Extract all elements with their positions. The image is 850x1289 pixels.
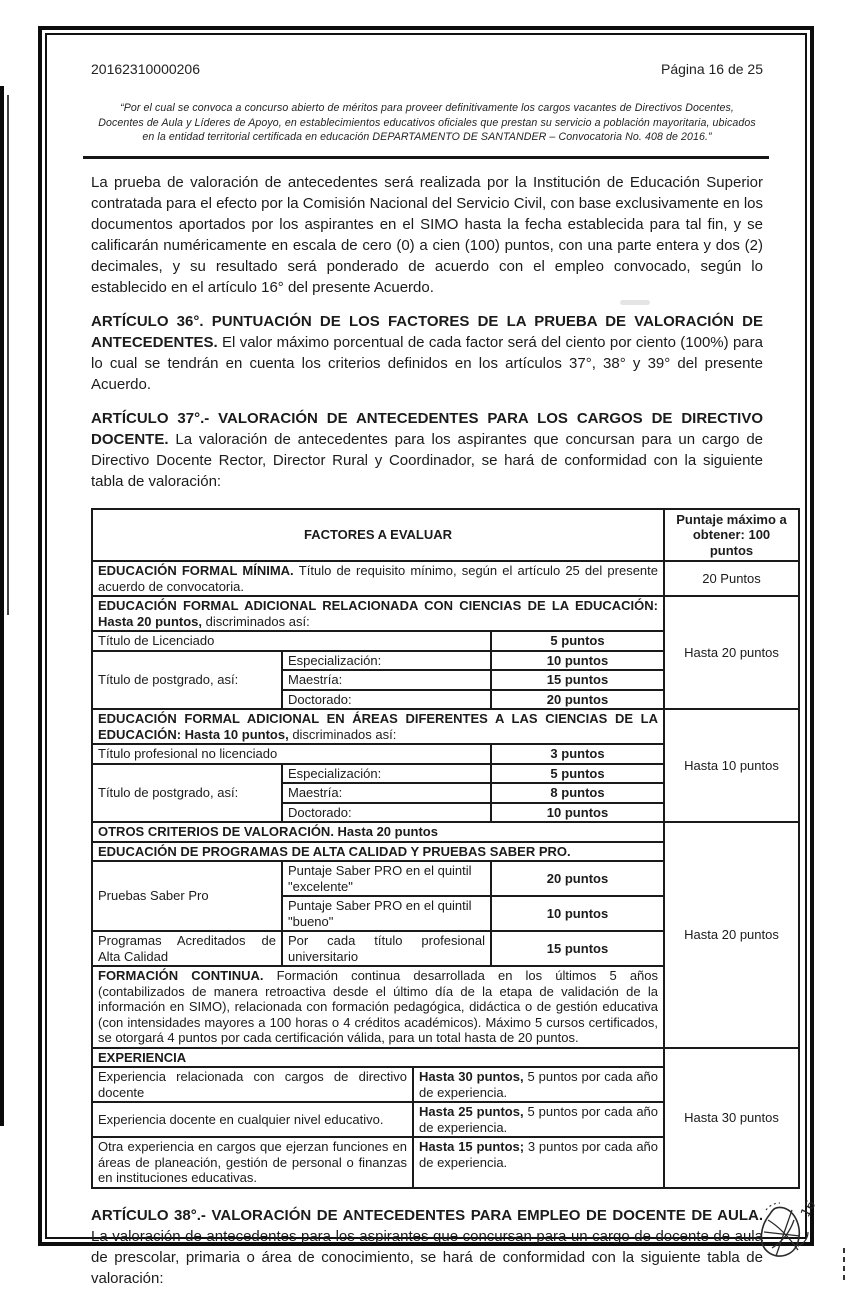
cell-saber-excelente: Puntaje Saber PRO en el quintil "excelente" — [282, 861, 491, 896]
cell-hasta-30-puntos: Hasta 30 puntos — [664, 1048, 799, 1188]
cell-pruebas-saber-pro: Pruebas Saber Pro — [92, 861, 282, 931]
cell-hasta-20-puntos-otros: Hasta 20 puntos — [664, 822, 799, 1048]
cell-experiencia-header: EXPERIENCIA — [92, 1048, 664, 1068]
articulo-36-title: ARTÍCULO 36°. PUNTUACIÓN DE LOS FACTORES DE LA PRUEBA DE VALORACIÓN DE ANTECEDENTES. — [91, 312, 763, 351]
cell-maestria-1-puntos: 15 puntos — [491, 670, 664, 690]
table-row — [92, 509, 799, 562]
document-header — [91, 61, 763, 77]
signature-scribble-icon — [742, 1176, 834, 1276]
cell-especializacion-2: Especialización: — [282, 764, 491, 784]
convocatoria-quote: “Por el cual se convoca a concurso abierto de méritos para proveer definitivamente los cargos vacantes de Directivos Docentes, Docentes de Aula y Líderes de Apoyo, en establecimientos educativos oficiales que prestan su servicio a población mayoritaria, ubicados en la entidad territorial certificada en educación DEPARTAMENTO DE SANTANDER – Convocatoria No. 408 de 2016.” — [98, 102, 756, 143]
cell-saber-bueno-puntos: 10 puntos — [491, 896, 664, 931]
table-row — [92, 1048, 799, 1068]
column-header-factores: FACTORES A EVALUAR — [92, 509, 664, 562]
column-header-puntaje-maximo: Puntaje máximo a obtener: 100 puntos — [664, 509, 799, 562]
cell-doctorado-2-puntos: 10 puntos — [491, 803, 664, 823]
cell-maestria-2: Maestría: — [282, 783, 491, 803]
articulo-38-text: La valoración de antecedentes para los aspirantes que concursan para un cargo de docente de aula de prescolar, primaria o área de conocimiento, se hará de conformidad con la siguiente tabla de valoración: — [91, 1227, 763, 1287]
cell-saber-bueno: Puntaje Saber PRO en el quintil "bueno" — [282, 896, 491, 931]
cell-maestria-1: Maestría: — [282, 670, 491, 690]
cell-hasta-20-puntos: Hasta 20 puntos — [664, 596, 799, 709]
cell-titulo-postgrado-1: Título de postgrado, así: — [92, 651, 282, 710]
table-row — [92, 709, 799, 744]
page-number: Página 16 de 25 — [661, 61, 763, 77]
signature-page-mark: 16 — [798, 1198, 820, 1220]
cell-exp-otra-puntos: Hasta 15 puntos; 3 puntos por cada año de experiencia. — [413, 1137, 664, 1188]
cell-exp-docente-puntos: Hasta 25 puntos, 5 puntos por cada año de experiencia. — [413, 1102, 664, 1137]
cell-doctorado-2: Doctorado: — [282, 803, 491, 823]
articulo-36-text: El valor máximo porcentual de cada factor será del ciento por ciento (100%) para lo cual se tendrán en cuenta los criterios definidos en los artículos 37°, 38° y 39° del presente Acuerdo. — [91, 333, 763, 393]
scan-edge-artifact — [7, 95, 9, 615]
articulo-37-title: ARTÍCULO 37°.- VALORACIÓN DE ANTECEDENTES PARA LOS CARGOS DE DIRECTIVO DOCENTE. — [91, 409, 763, 448]
cell-titulo-postgrado-2: Título de postgrado, así: — [92, 764, 282, 823]
cell-doctorado-1-puntos: 20 puntos — [491, 690, 664, 710]
cell-exp-otra: Otra experiencia en cargos que ejerzan funciones en áreas de planeación, gestión de personal o finanzas en instituciones educativas. — [92, 1137, 413, 1188]
intro-paragraph: La prueba de valoración de antecedentes será realizada por la Institución de Educación Superior contratada para el efecto por la Comisión Nacional del Servicio Civil, con base exclusivamente en los documentos aportados por los aspirantes en el SIMO hasta la fecha establecida para tal fin, y se calificarán numéricamente en escala de cero (0) a cien (100) puntos, con una parte entera y dos (2) decimales, y su resultado será ponderado de acuerdo con el empleo convocado, según lo establecido en el artículo 16° del presente Acuerdo. — [91, 173, 764, 296]
table-row — [92, 822, 799, 842]
page-border-outer — [38, 26, 814, 1287]
page-content — [47, 35, 805, 1287]
document-number: 20162310000206 — [91, 61, 201, 77]
table-row — [92, 596, 799, 631]
cell-titulo-licenciado: Título de Licenciado — [92, 631, 491, 651]
cell-programas-desc: Por cada título profesional universitario — [282, 931, 491, 966]
articulo-36-paragraph — [91, 311, 763, 395]
cell-edu-adicional-diferentes: EDUCACIÓN FORMAL ADICIONAL EN ÁREAS DIFERENTES A LAS CIENCIAS DE LA EDUCACIÓN: Hasta 10 puntos, discriminados así: — [92, 709, 664, 744]
cell-educacion-formal-minima: EDUCACIÓN FORMAL MÍNIMA. Título de requisito mínimo, según el artículo 25 del presente acuerdo de convocatoria. — [92, 561, 664, 596]
cell-alta-calidad-header: EDUCACIÓN DE PROGRAMAS DE ALTA CALIDAD Y PRUEBAS SABER PRO. — [92, 842, 664, 862]
cell-exp-directivo: Experiencia relacionada con cargos de directivo docente — [92, 1067, 413, 1102]
table-row — [92, 561, 799, 596]
cell-min-edu-puntos: 20 Puntos — [664, 561, 799, 596]
cell-exp-directivo-puntos: Hasta 30 puntos, 5 puntos por cada año de experiencia. — [413, 1067, 664, 1102]
cell-especializacion-2-puntos: 5 puntos — [491, 764, 664, 784]
cell-otros-criterios: OTROS CRITERIOS DE VALORACIÓN. Hasta 20 puntos — [92, 822, 664, 842]
articulo-37-text: La valoración de antecedentes para los aspirantes que concursan para un cargo de Directivo Docente Rector, Director Rural y Coordinador, se hará de conformidad con la siguiente tabla de valoración: — [91, 430, 763, 490]
scan-edge-artifact — [0, 86, 4, 1126]
cell-programas-acreditados: Programas Acreditados de Alta Calidad — [92, 931, 282, 966]
cell-profesional-puntos: 3 puntos — [491, 744, 664, 764]
cell-especializacion-1: Especialización: — [282, 651, 491, 671]
cell-programas-puntos: 15 puntos — [491, 931, 664, 966]
cell-maestria-2-puntos: 8 puntos — [491, 783, 664, 803]
articulo-38-title: ARTÍCULO 38°.- VALORACIÓN DE ANTECEDENTES PARA EMPLEO DE DOCENTE DE AULA. — [91, 1206, 763, 1224]
valoracion-table — [91, 508, 800, 1189]
cell-exp-docente: Experiencia docente en cualquier nivel educativo. — [92, 1102, 413, 1137]
cell-saber-excelente-puntos: 20 puntos — [491, 861, 664, 896]
cell-hasta-10-puntos: Hasta 10 puntos — [664, 709, 799, 822]
scan-edge-artifact — [843, 1248, 845, 1280]
articulo-38-paragraph — [91, 1205, 763, 1289]
cell-especializacion-1-puntos: 10 puntos — [491, 651, 664, 671]
articulo-37-paragraph — [91, 408, 763, 492]
cell-edu-adicional-ciencias: EDUCACIÓN FORMAL ADICIONAL RELACIONADA CON CIENCIAS DE LA EDUCACIÓN: Hasta 20 puntos, discriminados así: — [92, 596, 664, 631]
cell-titulo-profesional: Título profesional no licenciado — [92, 744, 491, 764]
cell-formacion-continua: FORMACIÓN CONTINUA. Formación continua desarrollada en los últimos 5 años (contabilizados de manera retroactiva desde el último día de la etapa de validación de la información en SIMO), relacionada con formación pedagógica, didáctica o de gestión educativa (con intensidades mayores a 100 horas o 4 créditos académicos). Máximo 5 cursos certificados, se otorgará 4 puntos por cada certificación válida, para un total hasta de 20 puntos. — [92, 966, 664, 1048]
separator-line — [83, 156, 769, 159]
page-border-inner — [45, 33, 807, 1287]
cell-licenciado-puntos: 5 puntos — [491, 631, 664, 651]
cell-doctorado-1: Doctorado: — [282, 690, 491, 710]
